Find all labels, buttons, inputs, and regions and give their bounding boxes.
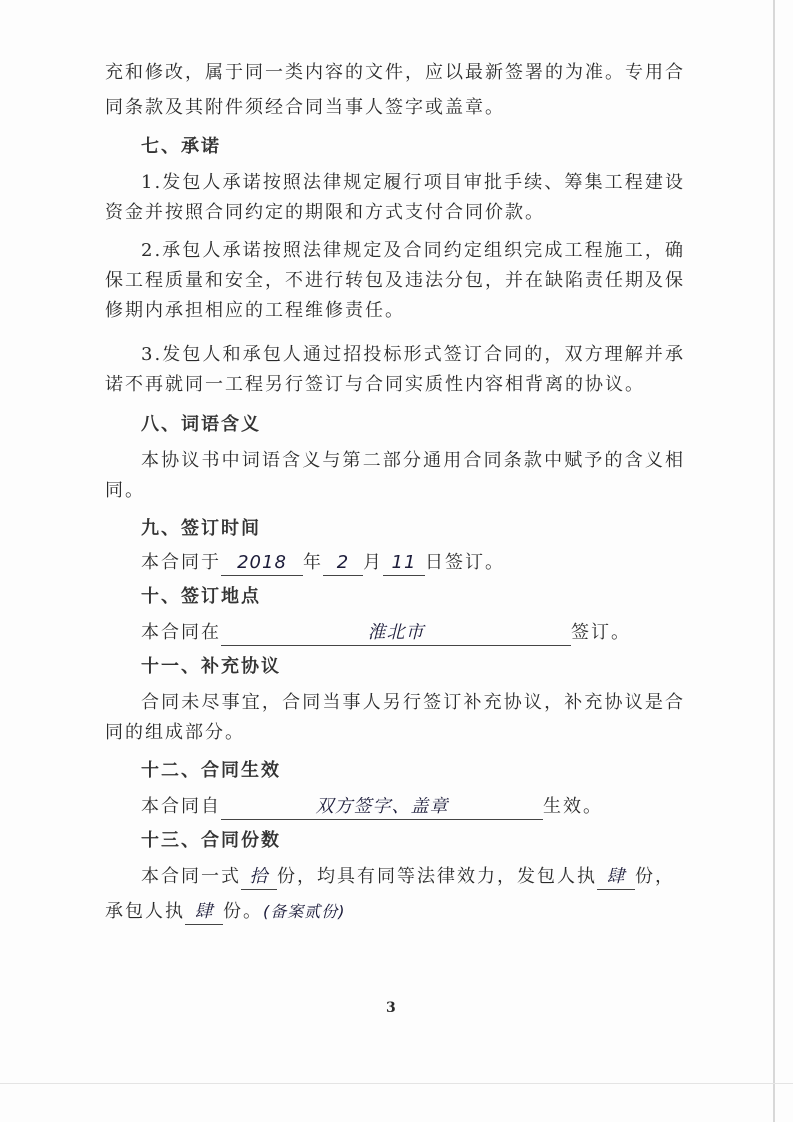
year-field: 2018 [221, 551, 303, 576]
date-prefix: 本合同于 [141, 552, 221, 573]
signing-date-line [141, 548, 505, 578]
section-paragraph: 本协议书中词语含义与第二部分通用合同条款中赋予的含义相同。 [105, 450, 685, 501]
scan-edge [0, 1083, 793, 1084]
scan-edge [773, 0, 775, 1122]
handwritten-note: (备案贰份) [263, 902, 346, 921]
effective-condition-field: 双方签字、盖章 [221, 795, 543, 820]
section-heading: 七、承诺 [141, 136, 221, 157]
copies-text: 本合同一式 [141, 866, 241, 887]
intro-line: 充和修改，属于同一类内容的文件，应以最新签署的为准。专用合 [105, 62, 685, 83]
section-heading: 八、词语含义 [141, 414, 261, 435]
copies-text: 份，均具有同等法律效力，发包人执 [277, 866, 597, 887]
contractor-copies-field: 肆 [185, 900, 223, 925]
section-paragraph: 1.发包人承诺按照法律规定履行项目审批手续、筹集工程建设资金并按照合同约定的期限和方式支付合同价款。 [105, 172, 685, 223]
section-heading: 九、签订时间 [141, 518, 261, 539]
copies-text: 承包人执 [105, 901, 185, 922]
signing-place-line [141, 618, 631, 648]
section-heading: 十一、补充协议 [141, 656, 281, 677]
effective-line [141, 792, 603, 822]
place-field: 淮北市 [221, 621, 571, 646]
month-field: 2 [323, 551, 363, 576]
place-prefix: 本合同在 [141, 622, 221, 643]
section-paragraph: 3.发包人和承包人通过招投标形式签订合同的，双方理解并承诺不再就同一工程另行签订与合同实质性内容相背离的协议。 [105, 344, 685, 395]
effective-suffix: 生效。 [543, 796, 603, 817]
year-unit: 年 [303, 552, 323, 573]
section-paragraph: 2.承包人承诺按照法律规定及合同约定组织完成工程施工，确保工程质量和安全，不进行转包及违法分包，并在缺陷责任期及保修期内承担相应的工程维修责任。 [105, 240, 685, 321]
copies-text: 份， [635, 866, 675, 887]
month-unit: 月 [363, 552, 383, 573]
section-heading: 十三、合同份数 [141, 830, 281, 851]
section-paragraph: 合同未尽事宜，合同当事人另行签订补充协议，补充协议是合同的组成部分。 [105, 692, 685, 743]
date-suffix: 日签订。 [425, 552, 505, 573]
copies-line-2 [105, 897, 346, 927]
copies-text: 份。 [223, 901, 263, 922]
intro-line: 同条款及其附件须经合同当事人签字或盖章。 [105, 97, 505, 118]
employer-copies-field: 肆 [597, 865, 635, 890]
effective-prefix: 本合同自 [141, 796, 221, 817]
day-field: 11 [383, 551, 425, 576]
page-number: 3 [386, 1000, 396, 1016]
total-copies-field: 拾 [241, 865, 277, 890]
place-suffix: 签订。 [571, 622, 631, 643]
section-heading: 十、签订地点 [141, 586, 261, 607]
section-heading: 十二、合同生效 [141, 760, 281, 781]
copies-line-1 [141, 862, 675, 892]
